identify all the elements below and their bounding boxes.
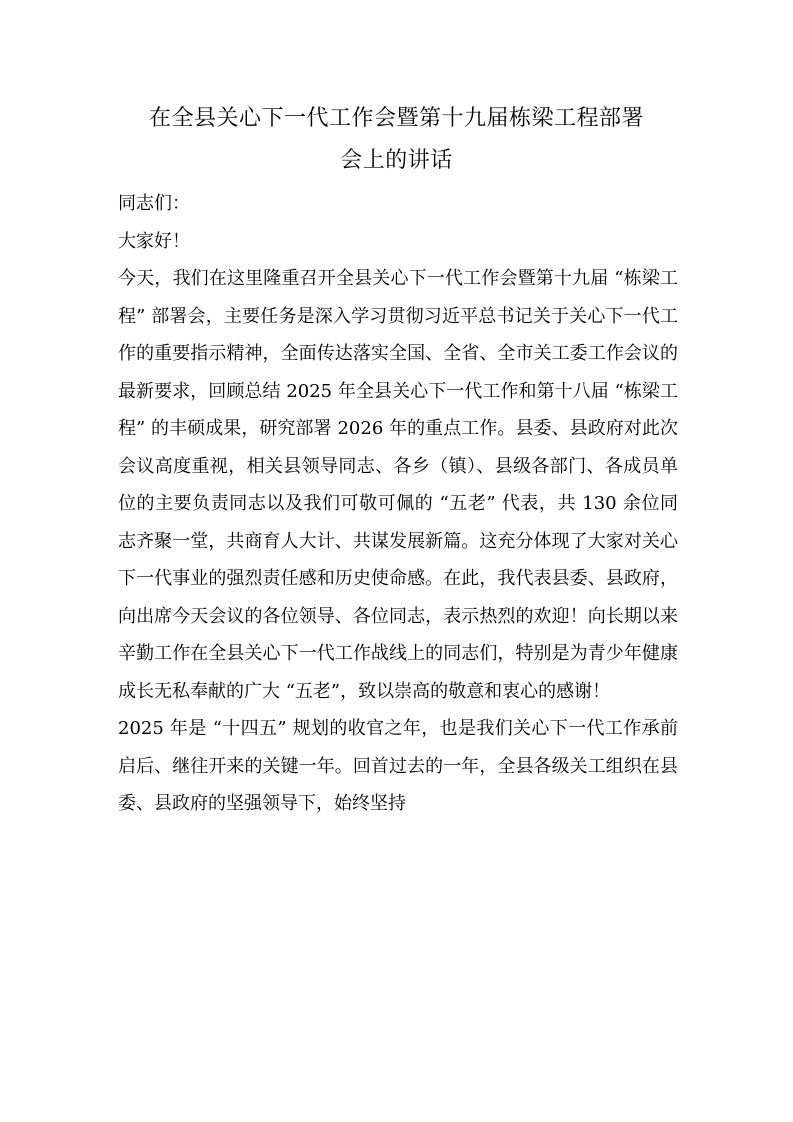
document-title — [110, 98, 683, 182]
title-line-2: 会上的讲话 — [340, 148, 453, 173]
greeting: 大家好！ — [118, 230, 190, 252]
title-line-1: 在全县关心下一代工作会暨第十九届栋梁工程部署 — [148, 106, 644, 131]
paragraph: 2025 年是 “十四五” 规划的收官之年，也是我们关心下一代工作承前启后、继往开来的关键一年。回首过去的一年，全县各级关工组织在县委、县政府的坚强领导下，始终坚持 — [118, 718, 678, 814]
salutation: 同志们： — [118, 193, 190, 214]
paragraph: 今天，我们在这里隆重召开全县关心下一代工作会暨第十九届 “栋梁工程” 部署会，主要任务是深入学习贯彻习近平总书记关于关心下一代工作的重要指示精神，全面传达落实全国、全省、全市关工委工作会议的最新要求，回顾总结 2025 年全县关心下一代工作和第十八届 “栋梁工程” 的丰硕成果，研究部署 2026 年的重点工作。县委、县政府对此次会议高度重视，相关县领导同志、各乡（镇）、县级各部门、各成员单位的主要负责同志以及我们可敬可佩的 “五老” 代表，共 130 余位同志齐聚一堂，共商育人大计、共谋发展新篇。这充分体现了大家对关心下一代事业的强烈责任感和历史使命感。在此，我代表县委、县政府，向出席今天会议的各位领导、各位同志，表示热烈的欢迎！向长期以来辛勤工作在全县关心下一代工作战线上的同志们，特别是为青少年健康成长无私奉献的广大 “五老”，致以崇高的敬意和衷心的感谢！ — [118, 268, 678, 702]
document-body — [118, 185, 678, 823]
